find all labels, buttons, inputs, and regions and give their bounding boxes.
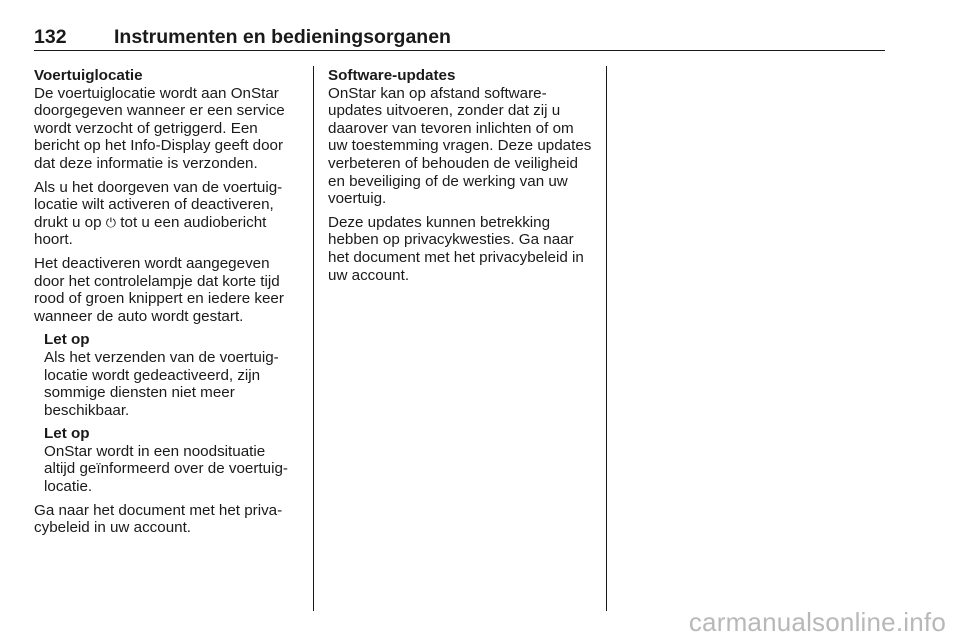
note-title: Let op	[44, 425, 90, 443]
page-number: 132	[34, 26, 67, 48]
paragraph-activate-location	[34, 179, 300, 249]
paragraph-remote-updates: OnStar kan op afstand software-updates uitvoeren, zonder dat zij u daarover van tevoren inlichten of om uw toestemming vragen. Deze updates verbeteren of behouden de veiligheid en beveiliging of de werking van uw voertuig.	[328, 84, 592, 208]
column-divider-1	[313, 66, 314, 611]
paragraph-deactivation-indicator: Het deactiveren wordt aangegeven door het controlelampje dat korte tijd rood of groen knippert en iedere keer wanneer de auto wordt gestart.	[34, 254, 284, 325]
paragraph-activate-text-2: tot u een audiobericht hoort.	[34, 213, 267, 249]
note-text: OnStar wordt in een noodsituatie altijd geïnformeerd over de voertuiglocatie.	[44, 442, 288, 496]
paragraph-privacy-policy: Ga naar het document met het privacybeleid in uw account.	[34, 501, 283, 537]
paragraph-activate-text-1: Als u het doorgeven van de voertuiglocatie wilt activeren of deactiveren, drukt u op	[34, 178, 283, 231]
note-title: Let op	[44, 331, 90, 349]
paragraph-location-sent: De voertuiglocatie wordt aan OnStar doorgegeven wanneer er een service wordt verzocht of getriggerd. Een bericht op het Info-Display geeft door dat deze informatie is verzonden.	[34, 84, 285, 172]
column-divider-2	[606, 66, 607, 611]
paragraph-privacy-updates: Deze updates kunnen betrekking hebben op privacykwesties. Ga naar het document met het privacybeleid in uw account.	[328, 213, 584, 284]
note-box-2	[44, 425, 300, 495]
note-text: Als het verzenden van de voertuiglocatie wordt gedeactiveerd, zijn sommige diensten niet meer beschikbaar.	[44, 348, 279, 419]
section-heading-software-updates: Software-updates	[328, 67, 456, 84]
power-button-icon: ⏻	[105, 214, 117, 230]
section-heading-vehicle-location: Voertuiglocatie	[34, 67, 143, 84]
chapter-title: Instrumenten en bedieningsorganen	[114, 26, 451, 48]
watermark: carmanualsonline.info	[688, 607, 946, 637]
page-header	[34, 26, 885, 51]
note-box-1	[44, 331, 300, 419]
left-column	[34, 67, 300, 543]
right-column	[328, 67, 594, 290]
